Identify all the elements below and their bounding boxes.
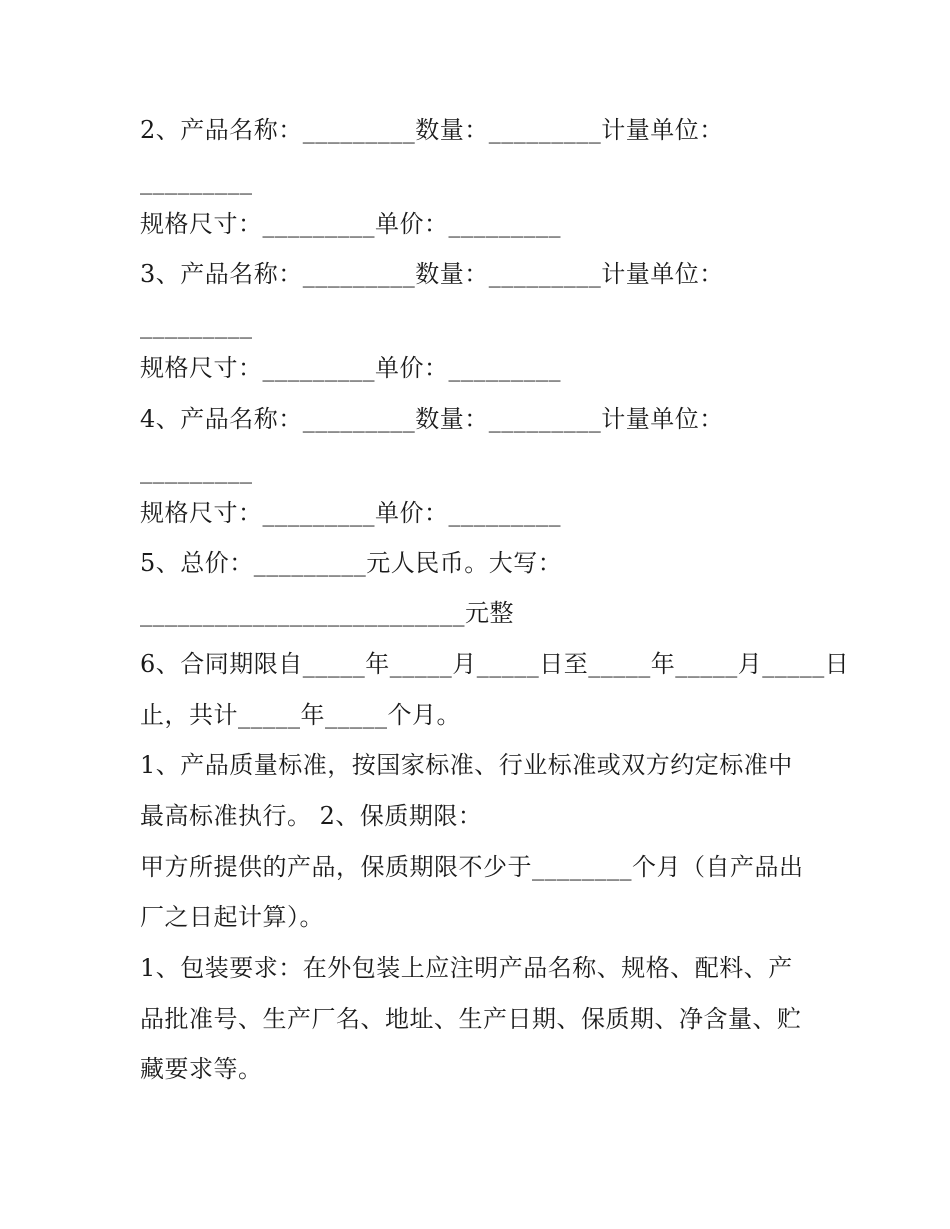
contract-term-total-line: 止，共计_____年_____个月。 <box>140 701 461 729</box>
total-price-line: 5、总价：_________元人民币。大写： <box>140 549 563 577</box>
product-3-line: 3、产品名称：_________数量：_________计量单位： <box>140 260 724 288</box>
total-price-capital-line: __________________________元整 <box>140 599 514 627</box>
product-4-spec-line: 规格尺寸：_________单价：_________ <box>140 499 561 527</box>
packaging-line-2: 品批准号、生产厂名、地址、生产日期、保质期、净含量、贮 <box>140 1005 802 1033</box>
product-2-line: 2、产品名称：_________数量：_________计量单位： <box>140 116 724 144</box>
product-4-unit-blank: _________ <box>140 456 253 484</box>
contract-term-line: 6、合同期限自_____年_____月_____日至_____年_____月_____日 <box>140 650 850 678</box>
warranty-line: 甲方所提供的产品，保质期限不少于________个月（自产品出 <box>140 853 804 881</box>
warranty-line-2: 厂之日起计算）。 <box>140 903 324 931</box>
product-3-unit-blank: _________ <box>140 311 253 339</box>
product-2-spec-line: 规格尺寸：_________单价：_________ <box>140 210 561 238</box>
quality-standard-line-2: 最高标准执行。 2、保质期限： <box>140 802 483 830</box>
product-4-line: 4、产品名称：_________数量：_________计量单位： <box>140 405 724 433</box>
product-3-spec-line: 规格尺寸：_________单价：_________ <box>140 354 561 382</box>
packaging-line-3: 藏要求等。 <box>140 1055 263 1083</box>
product-2-unit-blank: _________ <box>140 167 253 195</box>
packaging-line: 1、包装要求：在外包装上应注明产品名称、规格、配料、产 <box>140 954 793 982</box>
quality-standard-line: 1、产品质量标准，按国家标准、行业标准或双方约定标准中 <box>140 751 793 779</box>
